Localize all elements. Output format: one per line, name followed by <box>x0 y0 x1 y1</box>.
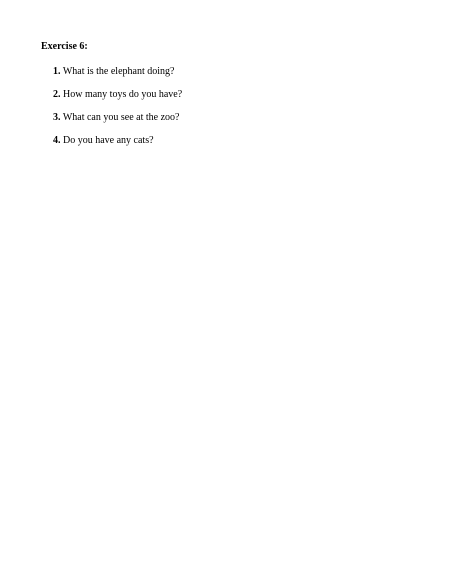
question-text: What can you see at the zoo? <box>62 112 180 123</box>
question-item-3 <box>53 112 182 124</box>
question-item-4 <box>53 135 182 147</box>
question-text: Do you have any cats? <box>63 135 154 146</box>
question-number: 1. <box>53 66 61 77</box>
question-number: 3. <box>53 112 61 123</box>
question-number: 4. <box>53 135 61 146</box>
question-text: How many toys do you have? <box>63 89 183 100</box>
question-text: What is the elephant doing? <box>62 66 175 77</box>
question-list <box>53 66 182 158</box>
question-number: 2. <box>53 89 61 100</box>
question-item-2 <box>53 89 182 101</box>
exercise-title: Exercise 6: <box>41 41 88 52</box>
question-item-1 <box>53 66 182 78</box>
